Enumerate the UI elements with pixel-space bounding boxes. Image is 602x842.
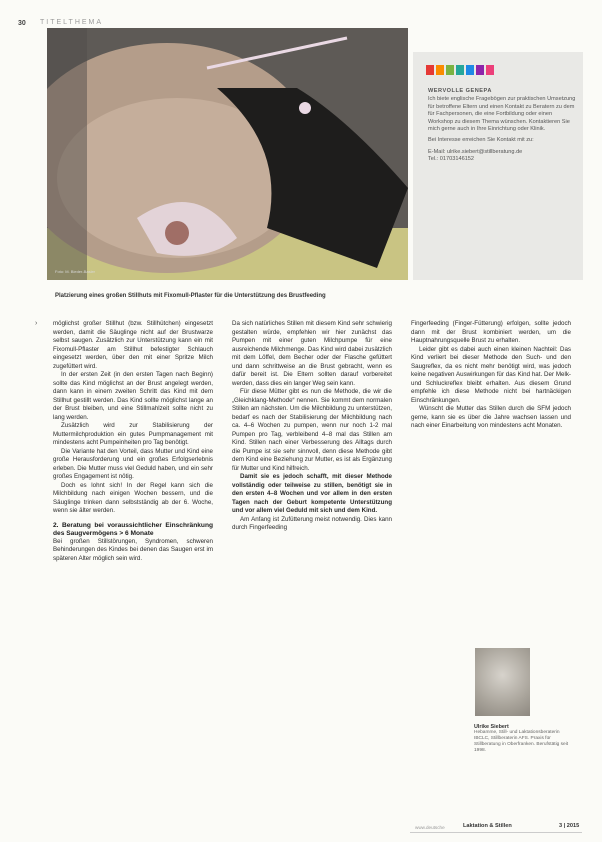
paragraph: In der ersten Zeit (in den ersten Tagen nach Beginn) sollte das Kind möglichst an der Brust angelegt werden, dann kann in einem zweiten Schritt das Kind mit dem Stillhut gestillt werden. Das Kind sollte möglichst lange an der Brust bleiben, und eine Stillmahlzeit sollte nicht zu lang werden. xyxy=(53,371,213,421)
swatch-blue xyxy=(466,65,474,75)
paragraph: Bei großen Stillstörungen, Syndromen, schweren Behinderungen des Kindes bei denen das Saugen erst im späteren Alter möglich sein wird. xyxy=(53,537,213,562)
paragraph: Doch es lohnt sich! In der Regel kann sich die Milchbildung nach einigen Wochen bessern, und die Säuglinge trinken dann selbstständig ab der 6. Woche, wenn sie älter werden. xyxy=(53,481,213,514)
swatch-teal xyxy=(456,65,464,75)
main-photo xyxy=(47,28,408,280)
paragraph: Am Anfang ist Zufütterung meist notwendig. Dies kann durch Fingerfeeding xyxy=(232,515,392,531)
paragraph-bold: Damit sie es jedoch schafft, mit dieser Methode vollständig oder teilweise zu stillen, benötigt sie in den ersten 4–8 Wochen und vor allem in den ersten Tagen nach der Geburt kompetente Unterstützung und vor allem viel Geduld mit sich und dem Kind. xyxy=(232,473,392,514)
swatch-pink xyxy=(486,65,494,75)
photo-credit: Foto: M. Bieder-Basler xyxy=(55,269,96,274)
author-bio xyxy=(474,724,574,754)
footer-issue: 3 | 2015 xyxy=(559,823,580,829)
photo-caption: Platzierung eines großen Stillhuts mit Fixomull-Pflaster für die Unterstützung des Brustfeeding xyxy=(55,293,326,299)
page-number: 30 xyxy=(18,20,26,27)
author-portrait xyxy=(475,648,530,716)
paragraph: Leider gibt es dabei auch einen kleinen Nachteil: Das Kind verliert bei dieser Methode den Such- und den Saugreflex, da es nicht mehr benötigt wird, was jedoch keine negativen Auswirkungen für das Kind hat. Der Melk- und Schluckreflex bleibt erhalten. Aus diesem Grund empfehle ich diese Methode nicht bei hartnäckigen Einschränkungen. xyxy=(411,345,571,404)
sidebar-text xyxy=(428,88,578,164)
footer-magazine-title: Laktation & Stillen xyxy=(463,823,512,829)
footer-website: www.deutsche xyxy=(415,825,445,830)
breast-photo-illustration xyxy=(47,28,408,280)
sidebar-heading: WERVOLLE GENEPA xyxy=(428,88,492,94)
author-name: Ulrike Siebert xyxy=(474,724,509,730)
section-title: TITELTHEMA xyxy=(40,19,104,26)
paragraph: Die Variante hat den Vorteil, dass Mutter und Kind eine große Herausforderung und ein großes Erfolgserlebnis erleben. Die Mutter muss viel Geduld haben, und ein sehr großes Engagement ist nötig. xyxy=(53,447,213,480)
footer-divider xyxy=(410,832,582,833)
info-sidebar xyxy=(413,52,583,280)
text-column-2 xyxy=(232,320,392,533)
swatch-orange xyxy=(436,65,444,75)
paragraph: Wünscht die Mutter das Stillen durch die SFM jedoch gerne, kann sie es über die Jahre wachsen lassen und nach einer Einarbeitung von mindestens acht Monaten. xyxy=(411,405,571,429)
sidebar-body: Ich biete englische Fragebögen zur praktischen Umsetzung für betroffene Eltern und einen Kontakt zu Beratern zu dem für Fachpersonen, die eine Fortbildung oder einen Workshop zu diesem Thema wünschen. Kontaktieren Sie mich gerne auch in Ihre Einrichtung oder Klinik. xyxy=(428,96,576,133)
paragraph: Zusätzlich wird zur Stabilisierung der Muttermilchproduktion ein gutes Pumpmanagement mit mindestens acht Pumpeinheiten pro Tag benötigt. xyxy=(53,422,213,446)
continuation-arrow-icon: › xyxy=(35,320,38,327)
sidebar-contact-note: Bei Interesse erreichen Sie Kontakt mit zu: xyxy=(428,137,534,144)
swatch-purple xyxy=(476,65,484,75)
subheading: 2. Beratung bei voraussichtlicher Einschränkung des Saugvermögens > 6 Monate xyxy=(53,521,213,537)
color-swatch-bar xyxy=(426,65,494,75)
paragraph: möglichst großer Stillhut (bzw. Stillhütchen) eingesetzt werden, damit die Säuglinge nicht auf der Brustwarze selbst saugen. Zusätzlich zur Unterstützung kann ein mit Fixomull-Pflaster am Stillhut befestigter Schlauch eingesetzt werden, über den mit einer Spritze Milch zugefüttert wird. xyxy=(53,320,213,370)
paragraph: Da sich natürliches Stillen mit diesem Kind sehr schwierig gestalten würde, empfehlen wir hier zunächst das Pumpen mit einer guten Milchpumpe für eine ausreichende Milchmenge. Das Kind wird dabei zusätzlich mit dem Löffel, dem Becher oder der Flasche gefüttert und dann schrittweise an die Brust gebracht, wenn es dafür bereit ist. Die Eltern sollten darauf vorbereitet werden, dass dies ein langer Weg sein kann. xyxy=(232,320,392,387)
text-column-3 xyxy=(411,320,571,431)
swatch-green xyxy=(446,65,454,75)
sidebar-email[interactable]: E-Mail: ulrike.siebert@stillberatung.de xyxy=(428,148,523,155)
swatch-red xyxy=(426,65,434,75)
author-details: Hebamme, Still- und Laktationsberaterin IBCLC, Stillberaterin AFS. Praxis für Stillberatung in Oberfranken. Berufstätig seit 1998. xyxy=(474,730,569,753)
sidebar-phone: Tel.: 01703146152 xyxy=(428,156,475,163)
text-column-1 xyxy=(53,320,213,563)
paragraph: Fingerfeeding (Finger-Fütterung) erfolgen, sollte jedoch dann mit der Brust kombiniert werden, um die Hauptnahrungsquelle Brust zu erhalten. xyxy=(411,320,571,344)
paragraph: Für diese Mütter gibt es nun die Methode, die wir die „Gleichklang-Methode“ nennen. Sie kommt dem normalen Stillen am nächsten. Um die Milchbildung zu unterstützen, bedarf es nach der Stabilisierung der Milchbildung nach ca. 4–6 Wochen zu pumpen, wenn nur noch 1-2 mal Pumpen pro Tag, verbleibend 4–8 mal das Stillen am Kind. Stillen nach einer Verbesserung des Alltags durch die Pumpe ist sie sehr sinnvoll, denn diese Methode gibt dem Kind eine Beziehung zur Mutter, es ist als Ergänzung für Mutter und Kind hilfreich. xyxy=(232,388,392,472)
